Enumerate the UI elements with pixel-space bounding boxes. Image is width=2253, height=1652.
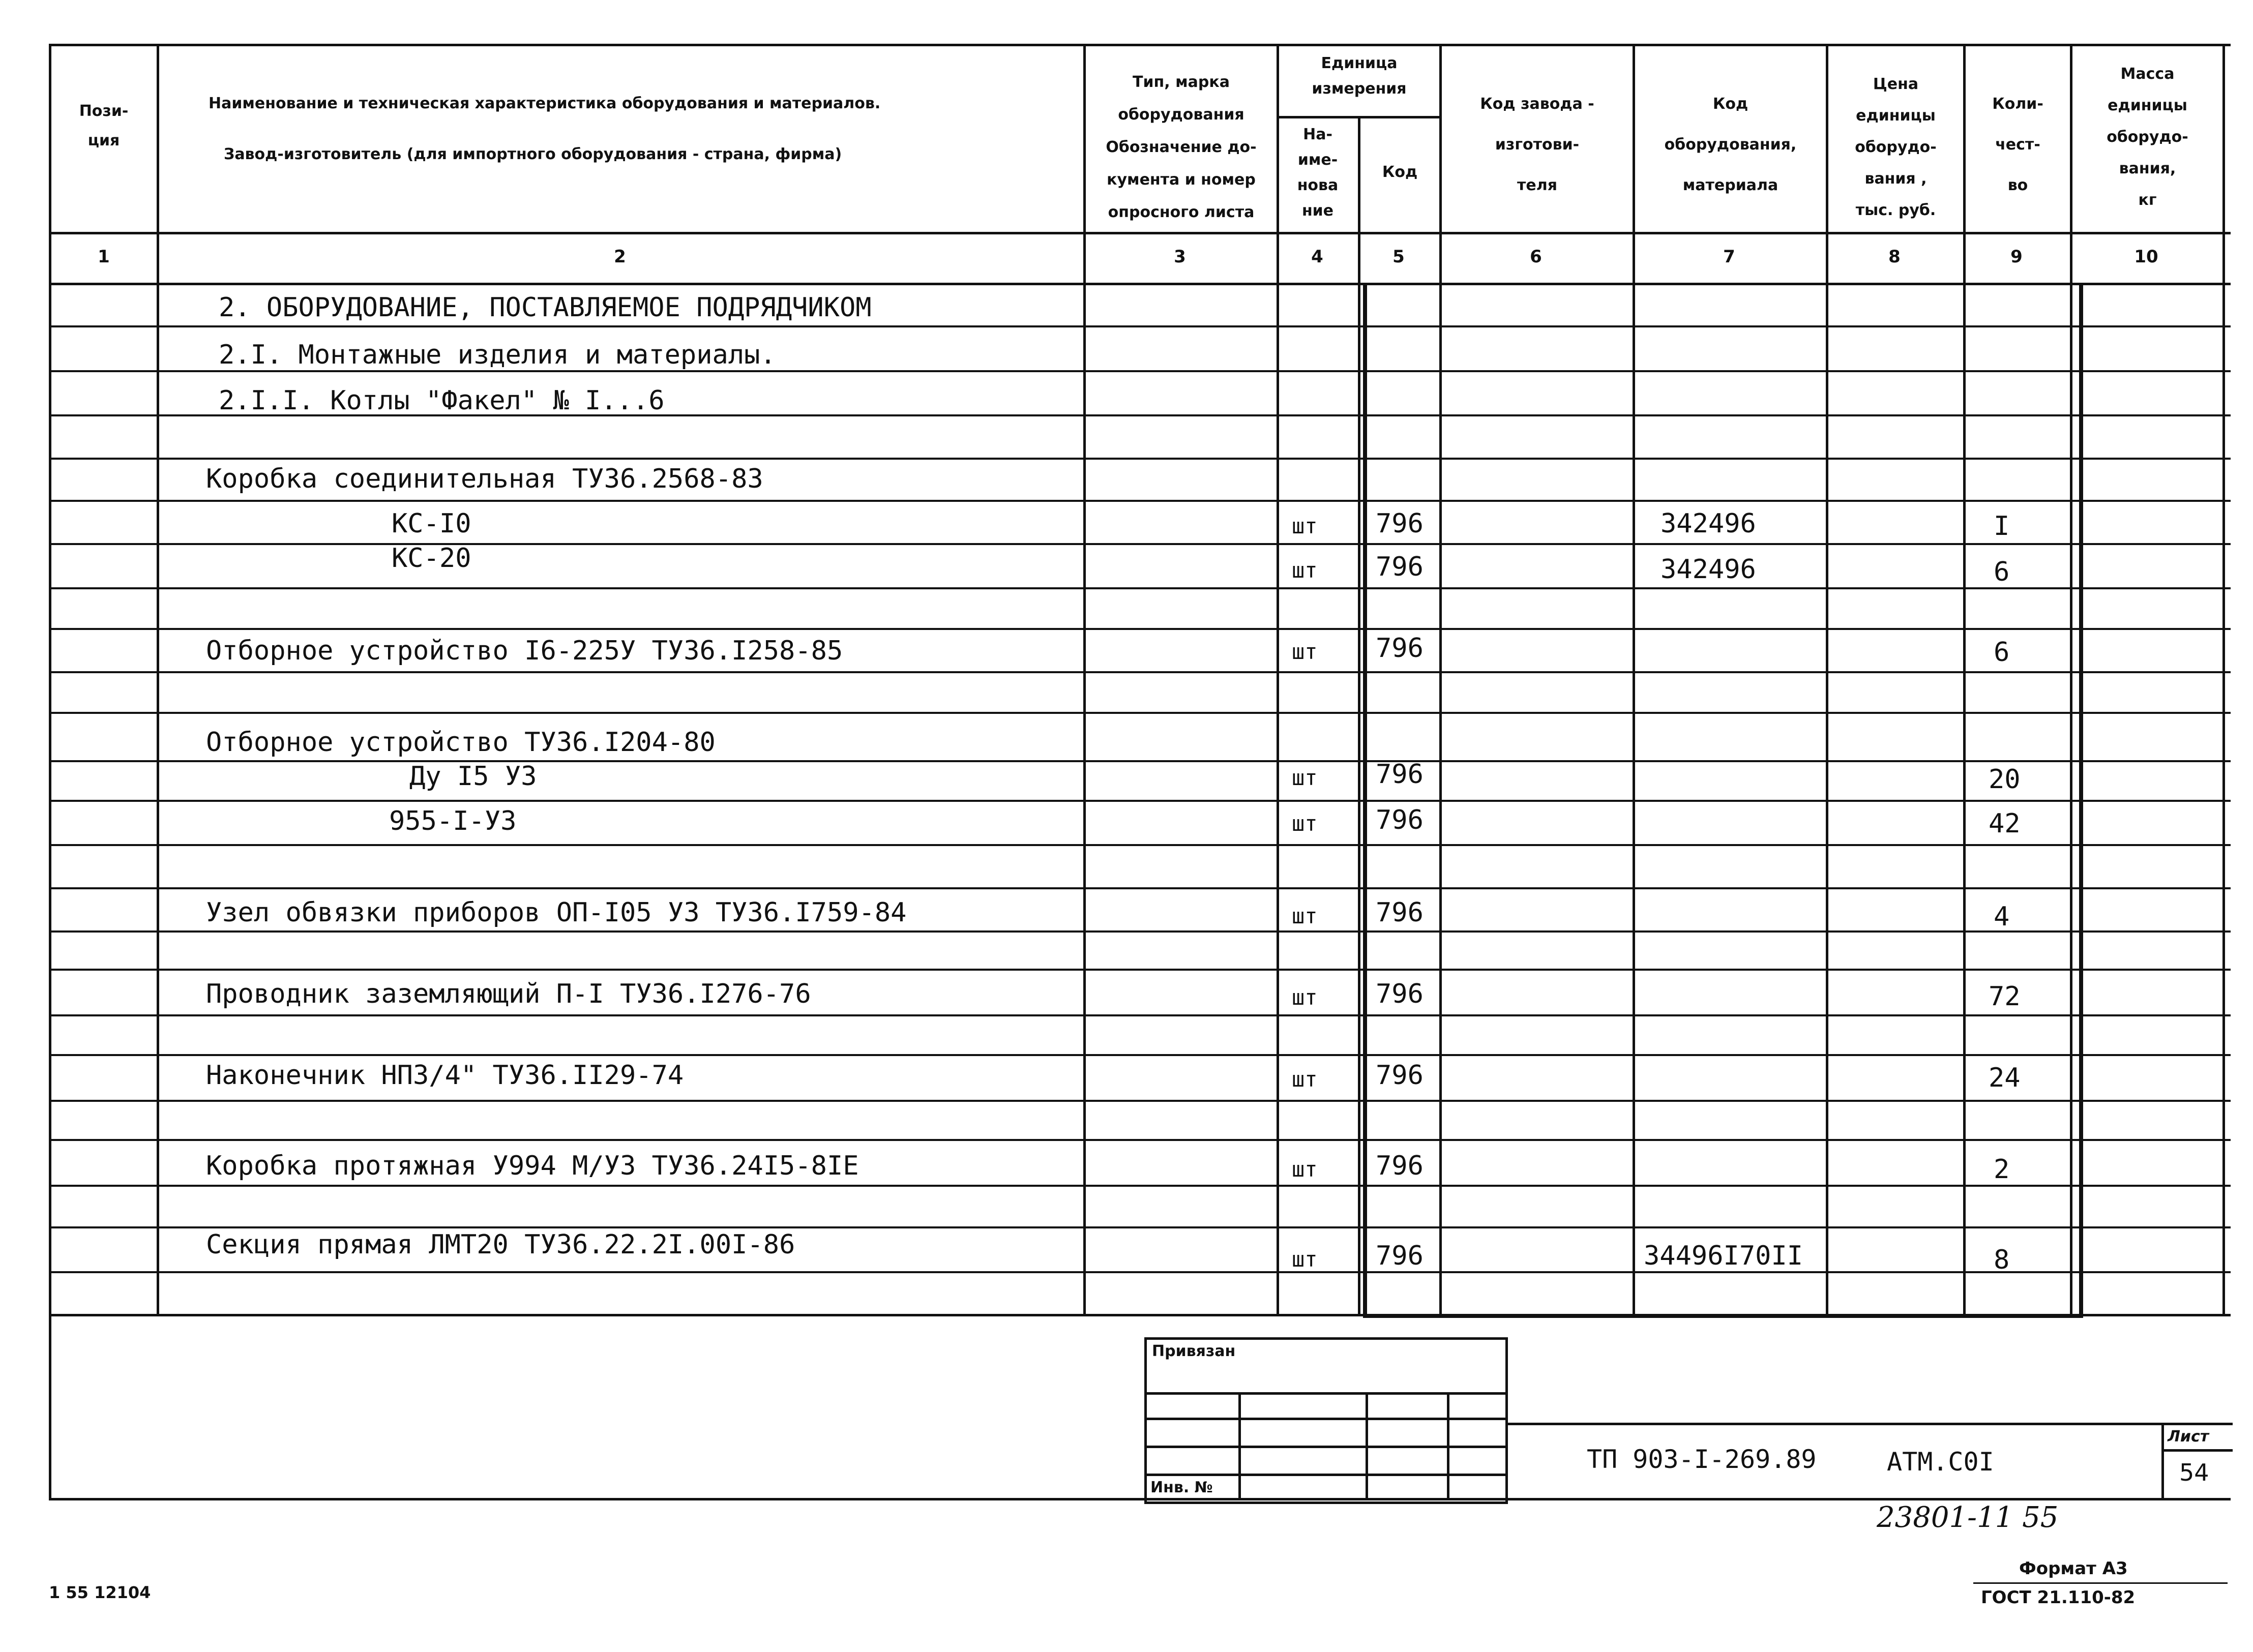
row-14-code: 796 <box>1376 1241 1424 1271</box>
row-6-qty: 6 <box>1994 637 2010 668</box>
row-1-name: 2.I. Монтажные изделия и материалы. <box>219 340 776 370</box>
row-13-name: Коробка протяжная У994 М/У3 ТУ36.24I5-8IЕ <box>206 1151 859 1181</box>
row-9-unit: шт <box>1292 811 1318 836</box>
row-10-unit: шт <box>1292 904 1318 928</box>
row-4-qty: I <box>1994 511 2010 542</box>
col-sep-4 <box>1358 116 1360 1315</box>
header-unit-code: Код <box>1382 163 1418 181</box>
colnum-2: 2 <box>614 247 626 267</box>
title-block-top <box>1505 1423 2233 1425</box>
stamp-line-2 <box>1144 1418 1505 1420</box>
header-mass: Масса единицы оборудо- вания, кг <box>2107 65 2188 209</box>
gost-label: ГОСТ 21.110-82 <box>1981 1587 2136 1608</box>
row-12-name: Наконечник НП3/4" ТУ36.II29-74 <box>206 1060 684 1091</box>
row-11-name: Проводник заземляющий П-I ТУ36.I276-76 <box>206 979 811 1009</box>
row-3-name: Коробка соединительная ТУ36.2568-83 <box>206 464 763 494</box>
row-5-qty: 6 <box>1994 557 2010 587</box>
row-14-mat: 34496I70II <box>1644 1241 1803 1271</box>
row-13-code: 796 <box>1376 1151 1424 1181</box>
table-bottom-border <box>49 1314 2231 1316</box>
row-10-code: 796 <box>1376 897 1424 928</box>
stamp-vline-3 <box>1447 1392 1449 1499</box>
row-9-qty: 42 <box>1989 808 2021 839</box>
col-sep-2 <box>1083 44 1086 1315</box>
row-4-mat: 342496 <box>1661 508 1756 539</box>
sheet-label: Лист <box>2168 1428 2209 1446</box>
row-10-name: Узел обвязки приборов ОП-I05 У3 ТУ36.I759-84 <box>206 897 907 928</box>
row-5-unit: шт <box>1292 558 1318 583</box>
sheet-box-mid <box>2161 1449 2233 1452</box>
row-14-unit: шт <box>1292 1247 1318 1272</box>
table-top-border <box>49 44 2231 46</box>
row-6-unit: шт <box>1292 639 1318 664</box>
row-9-code: 796 <box>1376 805 1424 835</box>
header-unit-name: На- име- нова ние <box>1297 126 1339 220</box>
row-10-qty: 4 <box>1994 902 2010 932</box>
colnum-6: 6 <box>1530 247 1542 267</box>
colnum-10: 10 <box>2134 247 2158 267</box>
row-8-unit: шт <box>1292 765 1318 790</box>
col-sep-1 <box>157 44 159 1315</box>
stamp-vline-1 <box>1238 1392 1241 1499</box>
row-4-code: 796 <box>1376 508 1424 539</box>
row-8-name: Ду I5 У3 <box>409 761 537 792</box>
row-0-name: 2. ОБОРУДОВАНИЕ, ПОСТАВЛЯЕМОЕ ПОДРЯДЧИКОМ <box>219 292 872 323</box>
header-unit-group: Единица измерения <box>1312 54 1407 98</box>
print-mark: 1 55 12104 <box>49 1583 151 1602</box>
row-11-code: 796 <box>1376 979 1424 1009</box>
row-2-name: 2.I.I. Котлы "Факел" № I...6 <box>219 385 665 416</box>
colnum-4: 4 <box>1311 247 1323 267</box>
row-9-name: 955-I-У3 <box>389 806 517 836</box>
row-14-qty: 8 <box>1994 1245 2010 1275</box>
header-quantity: Коли- чест- во <box>1992 95 2043 194</box>
row-6-code: 796 <box>1376 633 1424 664</box>
row-14-name: Секция прямая ЛМТ20 ТУ36.22.2I.00I-86 <box>206 1229 795 1260</box>
header-factory-code: Код завода - изготови- теля <box>1480 95 1594 194</box>
row-4-unit: шт <box>1292 514 1318 538</box>
row-13-qty: 2 <box>1994 1154 2010 1185</box>
row-6-name: Отборное устройство I6-225У ТУ36.I258-85 <box>206 636 843 666</box>
header-bottom-border <box>49 232 2231 234</box>
row-8-code: 796 <box>1376 759 1424 790</box>
stamp-line-1 <box>1144 1392 1505 1395</box>
colnum-5: 5 <box>1392 247 1405 267</box>
format-label: Формат А3 <box>2019 1558 2128 1579</box>
stamp-line-3 <box>1144 1446 1505 1448</box>
border-right <box>2222 44 2225 1315</box>
row-8-qty: 20 <box>1989 764 2021 795</box>
colnum-7: 7 <box>1723 247 1735 267</box>
row-5-code: 796 <box>1376 552 1424 582</box>
colnum-8: 8 <box>1888 247 1901 267</box>
row-5-name: КС-20 <box>392 543 471 574</box>
stamp-vline-2 <box>1366 1392 1368 1499</box>
row-13-unit: шт <box>1292 1157 1318 1182</box>
row-12-qty: 24 <box>1989 1063 2021 1093</box>
stamp-line-4 <box>1144 1474 1505 1476</box>
row-4-name: КС-I0 <box>392 508 471 539</box>
sheet-number: 54 <box>2179 1459 2209 1486</box>
row-11-qty: 72 <box>1989 981 2021 1012</box>
row-5-mat: 342496 <box>1661 554 1756 585</box>
header-price: Цена единицы оборудо- вания , тыс. руб. <box>1855 75 1937 219</box>
privyazan-label: Привязан <box>1152 1342 1236 1360</box>
col-sep-3 <box>1277 44 1279 1315</box>
doc-suffix: АТМ.С0I <box>1887 1447 1994 1477</box>
inv-number-label: Инв. № <box>1150 1479 1213 1496</box>
colnum-3: 3 <box>1174 247 1186 267</box>
header-name-line1: Наименование и техническая характеристика оборудования и материалов. <box>209 95 881 112</box>
header-position: Пози- ция <box>79 102 129 149</box>
colnum-1: 1 <box>98 247 110 267</box>
row-12-unit: шт <box>1292 1067 1318 1092</box>
handwritten-number: 23801-11 55 <box>1877 1501 2059 1534</box>
doc-code: ТП 903-I-269.89 <box>1587 1445 1817 1474</box>
row-12-code: 796 <box>1376 1060 1424 1091</box>
header-equipment-code: Код оборудования, материала <box>1664 95 1797 194</box>
colnum-9: 9 <box>2010 247 2023 267</box>
header-name-line2: Завод-изготовитель (для импортного оборудования - страна, фирма) <box>224 145 842 163</box>
row-7-name: Отборное устройство ТУ36.I204-80 <box>206 727 716 758</box>
thick-frame <box>1363 285 2083 1318</box>
sheet-bottom-border <box>49 1498 2231 1500</box>
sheet-box-left <box>2161 1423 2164 1499</box>
header-type: Тип, марка оборудования Обозначение до- кумента и номер опросного листа <box>1106 73 1257 221</box>
format-underline <box>1973 1582 2228 1584</box>
row-11-unit: шт <box>1292 985 1318 1010</box>
